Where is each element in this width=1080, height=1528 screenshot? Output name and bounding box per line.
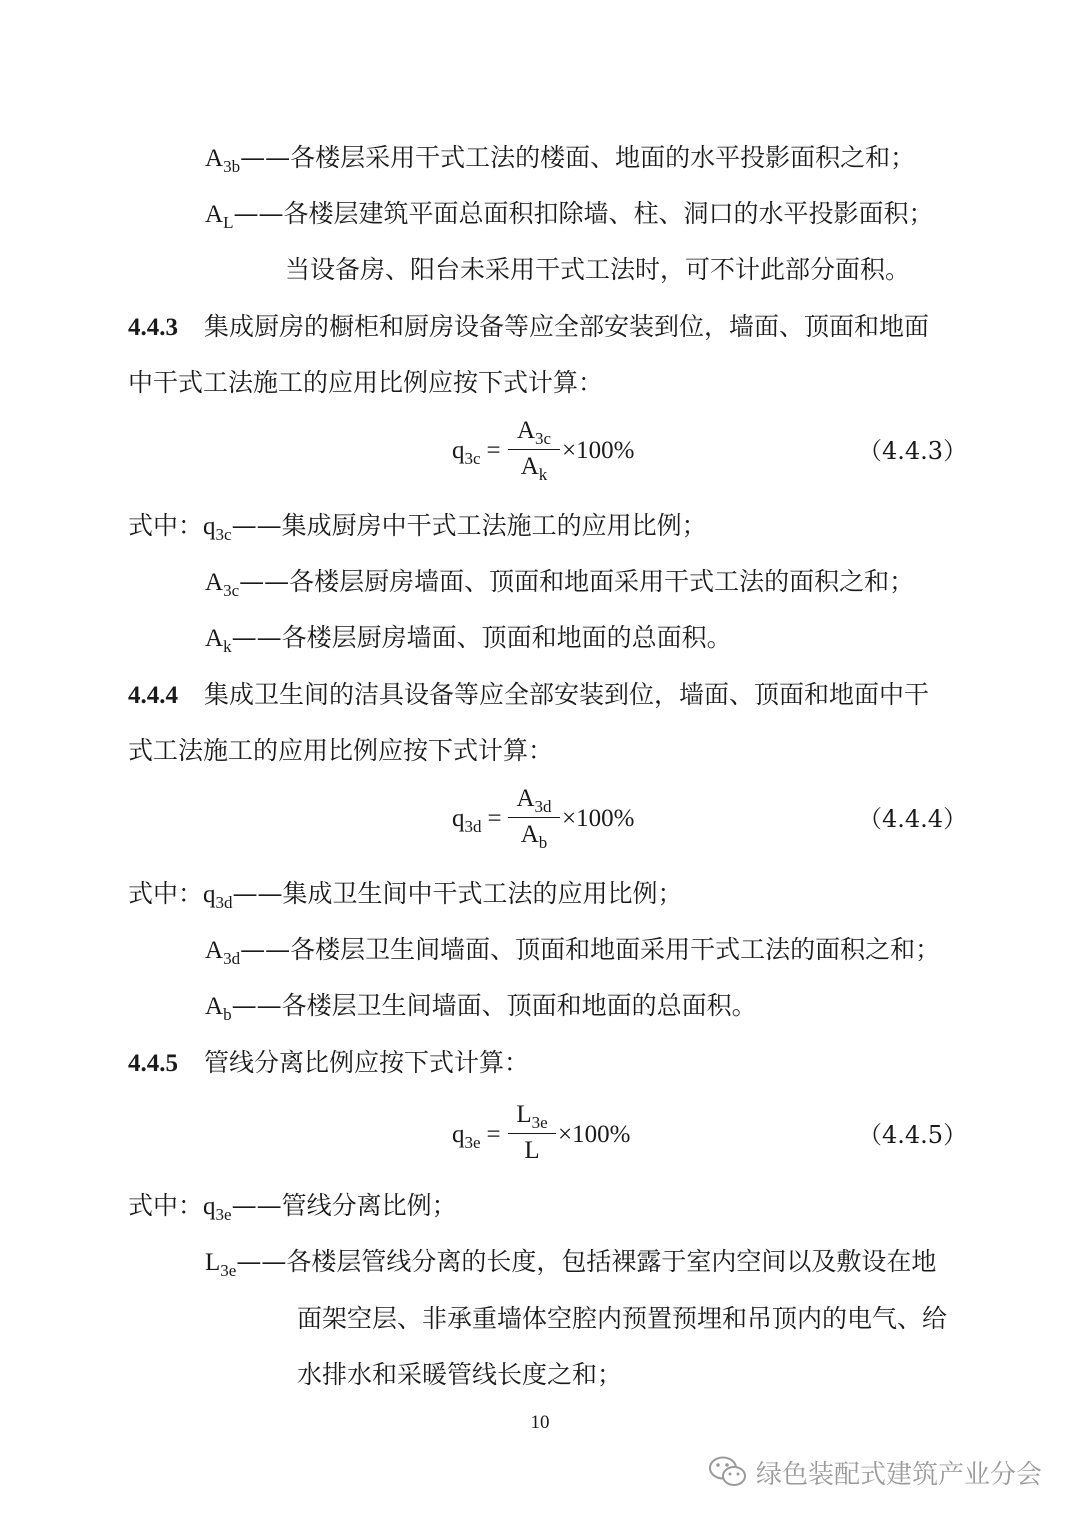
clause-text: 集成厨房的橱柜和厨房设备等应全部安装到位，墙面、顶面和地面 xyxy=(204,312,930,341)
clause-number: 4.4.3 xyxy=(128,314,178,341)
wechat-icon xyxy=(708,1455,748,1489)
where-prefix: 式中： xyxy=(128,1191,204,1220)
clause-text: 管线分离比例应按下式计算： xyxy=(204,1048,530,1077)
clause-4-4-4-cont: 式工法施工的应用比例应按下式计算： xyxy=(128,736,554,765)
subscript: b xyxy=(223,1005,232,1024)
definition-text: ——各楼层管线分离的长度，包括裸露于室内空间以及敷设在地 xyxy=(236,1247,937,1276)
symbol: A xyxy=(205,937,224,964)
subscript: 3b xyxy=(223,157,241,176)
formula-denominator-sub: b xyxy=(538,833,548,852)
where-prefix: 式中： xyxy=(128,511,204,540)
formula-fraction xyxy=(508,416,560,484)
definition-text: ——各楼层卫生间墙面、顶面和地面采用干式工法的面积之和； xyxy=(240,935,941,964)
definition-text: ——各楼层建筑平面总面积扣除墙、柱、洞口的水平投影面积； xyxy=(233,199,934,228)
clause-text: 集成卫生间的洁具设备等应全部安装到位，墙面、顶面和地面中干 xyxy=(204,680,930,709)
symbol: A xyxy=(205,201,224,228)
definition-q3d xyxy=(128,878,683,913)
page-number: 10 xyxy=(530,1412,550,1433)
formula-lhs: q xyxy=(452,1121,465,1148)
formula-lhs-sub: 3e xyxy=(464,1133,481,1152)
formula-fraction xyxy=(508,784,560,852)
note-text: 当设备房、阳台未采用干式工法时，可不计此部分面积。 xyxy=(285,255,911,284)
subscript: k xyxy=(223,637,232,656)
equation-number-4-4-4: （4.4.4） xyxy=(858,805,968,833)
definition-ab xyxy=(205,990,757,1025)
formula-lhs-sub: 3d xyxy=(464,817,482,836)
definition-a3c xyxy=(205,566,914,601)
clause-number: 4.4.5 xyxy=(128,1050,178,1077)
subscript: L xyxy=(223,213,234,232)
formula-lhs: q xyxy=(452,437,465,464)
formula-lhs-sub: 3c xyxy=(464,449,481,468)
formula-multiplier: ×100% xyxy=(562,805,635,832)
symbol: q xyxy=(203,1193,216,1220)
formula-multiplier: ×100% xyxy=(558,1121,631,1148)
definition-q3e xyxy=(128,1190,457,1225)
definition-text: ——各楼层卫生间墙面、顶面和地面的总面积。 xyxy=(231,991,757,1020)
formula-numerator: L xyxy=(516,1101,532,1128)
definition-text: ——集成厨房中干式工法施工的应用比例； xyxy=(231,511,707,540)
formula-numerator: A xyxy=(516,417,535,444)
subscript: 3e xyxy=(220,1261,237,1280)
clause-4-4-5 xyxy=(128,1047,529,1080)
formula-denominator: L xyxy=(524,1137,540,1164)
formula-lhs: q xyxy=(452,805,465,832)
subscript: 3e xyxy=(215,1205,232,1224)
formula-multiplier: ×100% xyxy=(562,437,635,464)
formula-fraction xyxy=(508,1100,556,1166)
formula-denominator: A xyxy=(520,821,539,848)
formula-denominator: A xyxy=(520,453,539,480)
formula-numerator-sub: 3e xyxy=(531,1113,548,1132)
clause-4-4-3-cont: 中干式工法施工的应用比例应按下式计算： xyxy=(128,368,604,397)
watermark-text: 绿色装配式建筑产业分会 xyxy=(756,1459,1043,1490)
definition-l3e-cont-2: 水排水和采暖管线长度之和； xyxy=(297,1360,623,1389)
definition-q3c xyxy=(128,510,707,545)
clause-4-4-3 xyxy=(128,311,929,344)
definition-l3e xyxy=(205,1246,936,1281)
definition-a3b xyxy=(205,142,915,177)
definition-text: ——管线分离比例； xyxy=(231,1191,457,1220)
symbol: q xyxy=(203,881,216,908)
formula-numerator: A xyxy=(516,785,535,812)
definition-text: ——各楼层厨房墙面、顶面和地面的总面积。 xyxy=(231,623,732,652)
definition-text: ——各楼层厨房墙面、顶面和地面采用干式工法的面积之和； xyxy=(239,567,915,596)
symbol: q xyxy=(203,513,216,540)
where-prefix: 式中： xyxy=(128,879,204,908)
definition-a3d xyxy=(205,934,940,969)
definition-l3e-cont-1: 面架空层、非承重墙体空腔内预置预埋和吊顶内的电气、给 xyxy=(297,1304,948,1333)
equation-number-4-4-3: （4.4.3） xyxy=(858,437,968,465)
formula-numerator-sub: 3c xyxy=(535,429,552,448)
clause-number: 4.4.4 xyxy=(128,682,178,709)
clause-4-4-4 xyxy=(128,679,929,712)
definition-text: ——集成卫生间中干式工法的应用比例； xyxy=(232,879,683,908)
definition-text: ——各楼层采用干式工法的楼面、地面的水平投影面积之和； xyxy=(240,143,916,172)
formula-denominator-sub: k xyxy=(538,465,548,484)
subscript: 3c xyxy=(215,525,232,544)
formula-numerator-sub: 3d xyxy=(534,797,552,816)
symbol: A xyxy=(205,993,224,1020)
symbol: A xyxy=(205,569,224,596)
subscript: 3d xyxy=(223,949,241,968)
definition-al xyxy=(205,198,933,233)
symbol: A xyxy=(205,625,224,652)
subscript: 3c xyxy=(223,581,240,600)
symbol: L xyxy=(205,1249,221,1276)
subscript: 3d xyxy=(215,893,233,912)
watermark xyxy=(708,1448,1042,1496)
definition-ak xyxy=(205,622,732,657)
equation-number-4-4-5: （4.4.5） xyxy=(858,1121,968,1149)
symbol: A xyxy=(205,145,224,172)
